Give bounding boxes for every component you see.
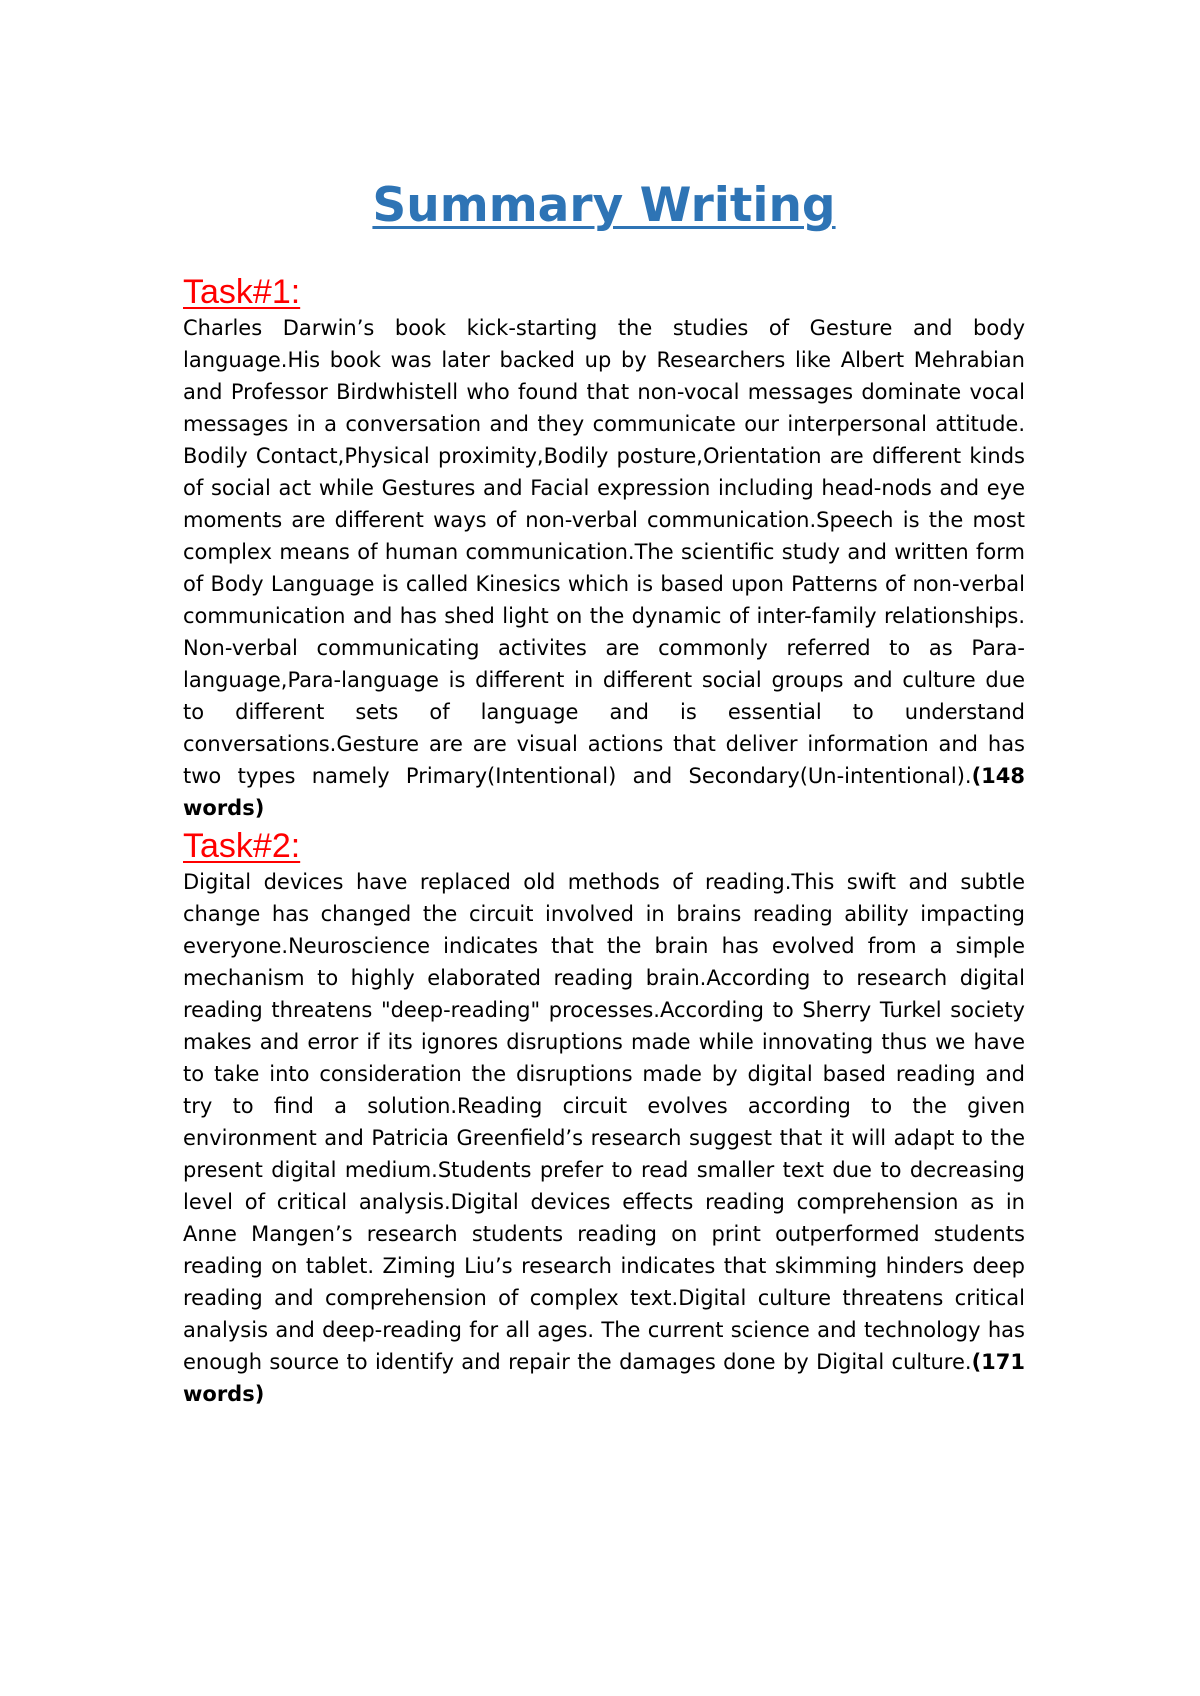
task-2-word-count: (171 words) [183,1350,1025,1406]
task-1-heading: Task#1: [183,273,301,311]
task-1-body-text: Charles Darwin’s book kick-starting the studies of Gesture and body language.His book was later backed up by Researchers like Albert Mehrabian and Professor Birdwhistell who found that non-vocal messages dominate vocal messages in a conversation and they communicate our interpersonal attitude. Bodily Contact,Physical proximity,Bodily posture,Orientation are different kinds of social act while Gestures and Facial expression including head-nods and eye moments are different ways of non-verbal communication.Speech is the most complex means of human communication.The scientific study and written form of Body Language is called Kinesics which is based upon Patterns of non-verbal communication and has shed light on the dynamic of inter-family relationships. Non-verbal communicating activites are commonly referred to as Para-language,Para-language is different in different social groups and culture due to different sets of language and is essential to understand conversations.Gesture are are visual actions that deliver information and has two types namely Primary(Intentional) and Secondary(Un-intentional). [183,316,1025,788]
task-1-paragraph [183,312,1025,824]
task-1-word-count: (148 words) [183,764,1025,820]
task-2-heading: Task#2: [183,827,301,865]
document-content [183,176,1025,1410]
document-title: Summary Writing [372,178,836,233]
task-2-paragraph [183,866,1025,1410]
task-2-body-text: Digital devices have replaced old methods of reading.This swift and subtle change has changed the circuit involved in brains reading ability impacting everyone.Neuroscience indicates that the brain has evolved from a simple mechanism to highly elaborated reading brain.According to research digital reading threatens "deep-reading" processes.According to Sherry Turkel society makes and error if its ignores disruptions made while innovating thus we have to take into consideration the disruptions made by digital based reading and try to find a solution.Reading circuit evolves according to the given environment and Patricia Greenfield’s research suggest that it will adapt to the present digital medium.Students prefer to read smaller text due to decreasing level of critical analysis.Digital devices effects reading comprehension as in Anne Mangen’s research students reading on print outperformed students reading on tablet. Ziming Liu’s research indicates that skimming hinders deep reading and comprehension of complex text.Digital culture threatens critical analysis and deep-reading for all ages. The current science and technology has enough source to identify and repair the damages done by Digital culture. [183,870,1025,1374]
